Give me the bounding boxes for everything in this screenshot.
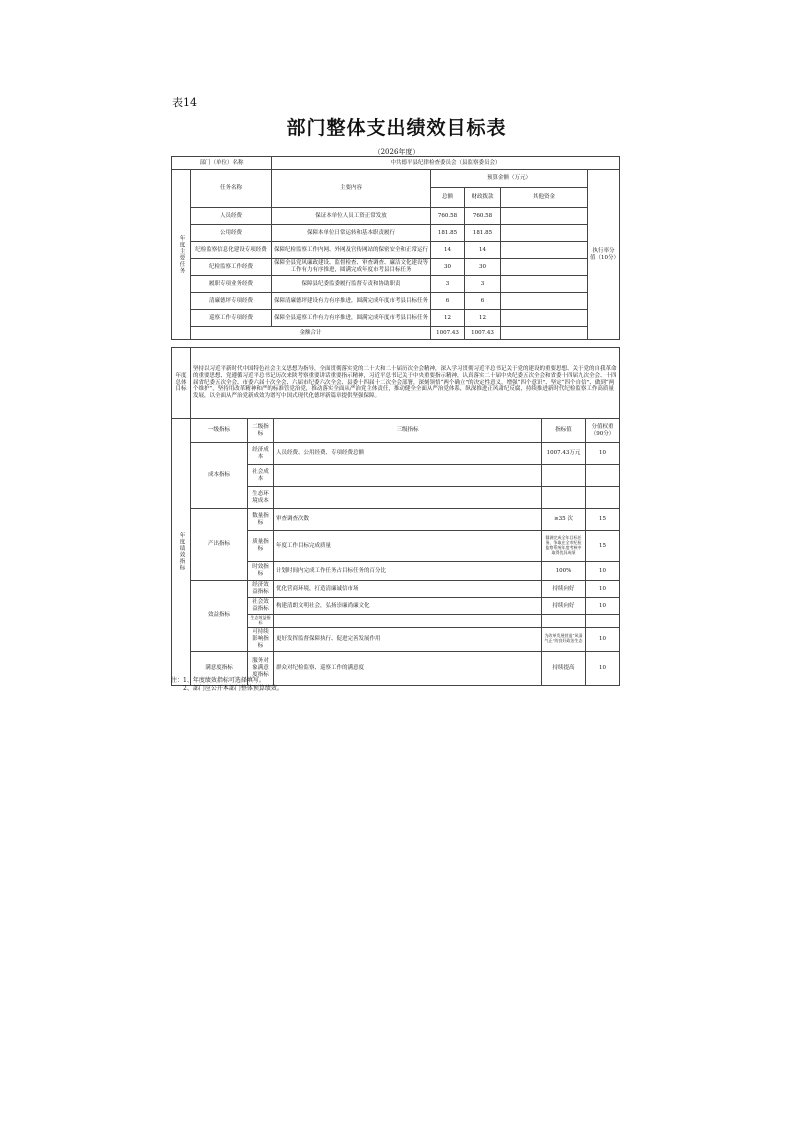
note-2: 2、部门应公开本部门整体预算绩效。 (183, 685, 283, 693)
task-table (171, 156, 620, 340)
page-title: 部门整体支出绩效目标表 (286, 117, 507, 139)
sum-fiscal: 1007.43 (465, 327, 501, 340)
task-row: 纪检监察工作经费 保障全县党风廉政建设、监督检查、审查调查、廉洁文化建设等工作有力有序推进，圆满完成年度市考县目标任务 30 30 (172, 259, 620, 276)
h-value: 指标值 (542, 419, 586, 443)
exec-rate-label: 执行率分值（10分） (588, 170, 620, 340)
total-header: 总额 (431, 188, 465, 208)
task-row: 人员经费 保证本单位人员工资正常发放 760.58 760.58 (172, 208, 620, 225)
effect-indicator: 效益指标 (191, 581, 248, 652)
task-row: 纪检监察信息化建设专项经费 保障纪检监察工作内网、外网及官传网站的保密安全和正常运行 14 14 (172, 242, 620, 259)
output-indicator: 产出指标 (191, 509, 248, 581)
budget-header: 预算金额（万元） (431, 170, 588, 188)
table-number: 表14 (172, 96, 197, 109)
perf-table: 年度绩效指标 一级指标 二级指标 三级指标 指标值 分值权重（90分） 成本指标 经济成本 人员经费、公用经费、专项经费总额 1007.43万元 10 社会成本 生态环境成本 产出指标 数量指标 审查调查次数 ≥35 次 15 质量指标 年度工作目标完成质量 圆满完成全年目标任务，争取在全市纪检监察系统年度考核中取得优异成绩 15 时效指标 计划时间内完成工作任务占目标任务的百分比 100% 10 效益指标 经济效益指标 优化营商环境，打造清廉诚信市场 持续向好 10 社会效益指标 构建清朗文明社会，弘扬崇廉尚廉文化 持续向好 10 生态效益指标 可持续影响指标 更好发挥监督保障执行、促进完善发展作用 为改革发展营造“风清气正”的良好政治生态 10 满意度指标 服务对象满意度指标 群众对纪检监察、巡察工作的满意度 持续提高 10 (171, 418, 620, 686)
notes (171, 677, 283, 694)
sum-label: 金额合计 (191, 327, 431, 340)
satisfaction-indicator: 满意度指标 (191, 651, 248, 685)
task-row: 公用经费 保障本单位日常运转和基本职责履行 181.85 181.85 (172, 225, 620, 242)
h-level3: 三级指标 (274, 419, 542, 443)
annual-task-label: 年度主要任务 (172, 170, 191, 340)
note-1: 注：1、年度绩效指标可选择填写。 (171, 677, 265, 684)
dept-value: 中共德平县纪律检查委员会（县监察委员会） (272, 157, 620, 170)
overall-goal-label: 年度总体目标 (172, 348, 191, 419)
task-row: 清廉德坪专项经费 保障清廉德坪建设有力有序推进，圆满完成年度市考县目标任务 6 6 (172, 293, 620, 310)
other-header: 其他资金 (501, 188, 588, 208)
content-header: 主要内容 (272, 170, 431, 208)
fiscal-header: 财政拨款 (465, 188, 501, 208)
fiscal-year: （2026年度） (373, 148, 420, 156)
task-name-header: 任务名称 (191, 170, 272, 208)
perf-side-label: 年度绩效指标 (172, 419, 191, 686)
overall-goal-text: 坚持以习近平新时代中国特色社会主义思想为指导，全面贯彻落实党的二十大和二十届历次全会精神，深入学习贯彻习近平总书记关于党的建设的重要思想、关于党的自我革命的重要思想、党遵循习近平总书记历次来陕考察重要讲话重要指示精神，习近平总书记关于中央重要指示精神，认真落实二十届中央纪委五次全会和省委十四届九次全会、十四届省纪委五次全会、市委六届十次全会、六届市纪委六次全会、县委十四届十二次全会部署，深刻领悟“两个确立”的决定性意义，增强“四个意识”、坚定“四个自信”、做到“两个维护”，坚持用改革精神和严的标准管党治党，推动落实全面从严治党主体责任，推动健全全面从严治党体系，纵深推进正风肃纪反腐，持续推进新时代纪检监察工作高质量发展，以全面从严治党新成效为谱写中国式现代化德坪新篇章提供坚强保障。 (191, 348, 620, 419)
task-row: 巡察工作专项经费 保障全县巡察工作有力有序推进，圆满完成年度市考县目标任务 12 12 (172, 310, 620, 327)
sum-row (172, 327, 620, 340)
sum-total: 1007.43 (431, 327, 465, 340)
goal-table (171, 347, 620, 419)
task-row: 履职专项业务经费 保障县纪委监委履行监督专责和协助职责 3 3 (172, 276, 620, 293)
dept-label: 部门（单位）名称 (172, 157, 272, 170)
h-level2: 二级指标 (248, 419, 274, 443)
cost-indicator: 成本指标 (191, 443, 248, 509)
h-weight: 分值权重（90分） (586, 419, 620, 443)
h-level1: 一级指标 (191, 419, 248, 443)
